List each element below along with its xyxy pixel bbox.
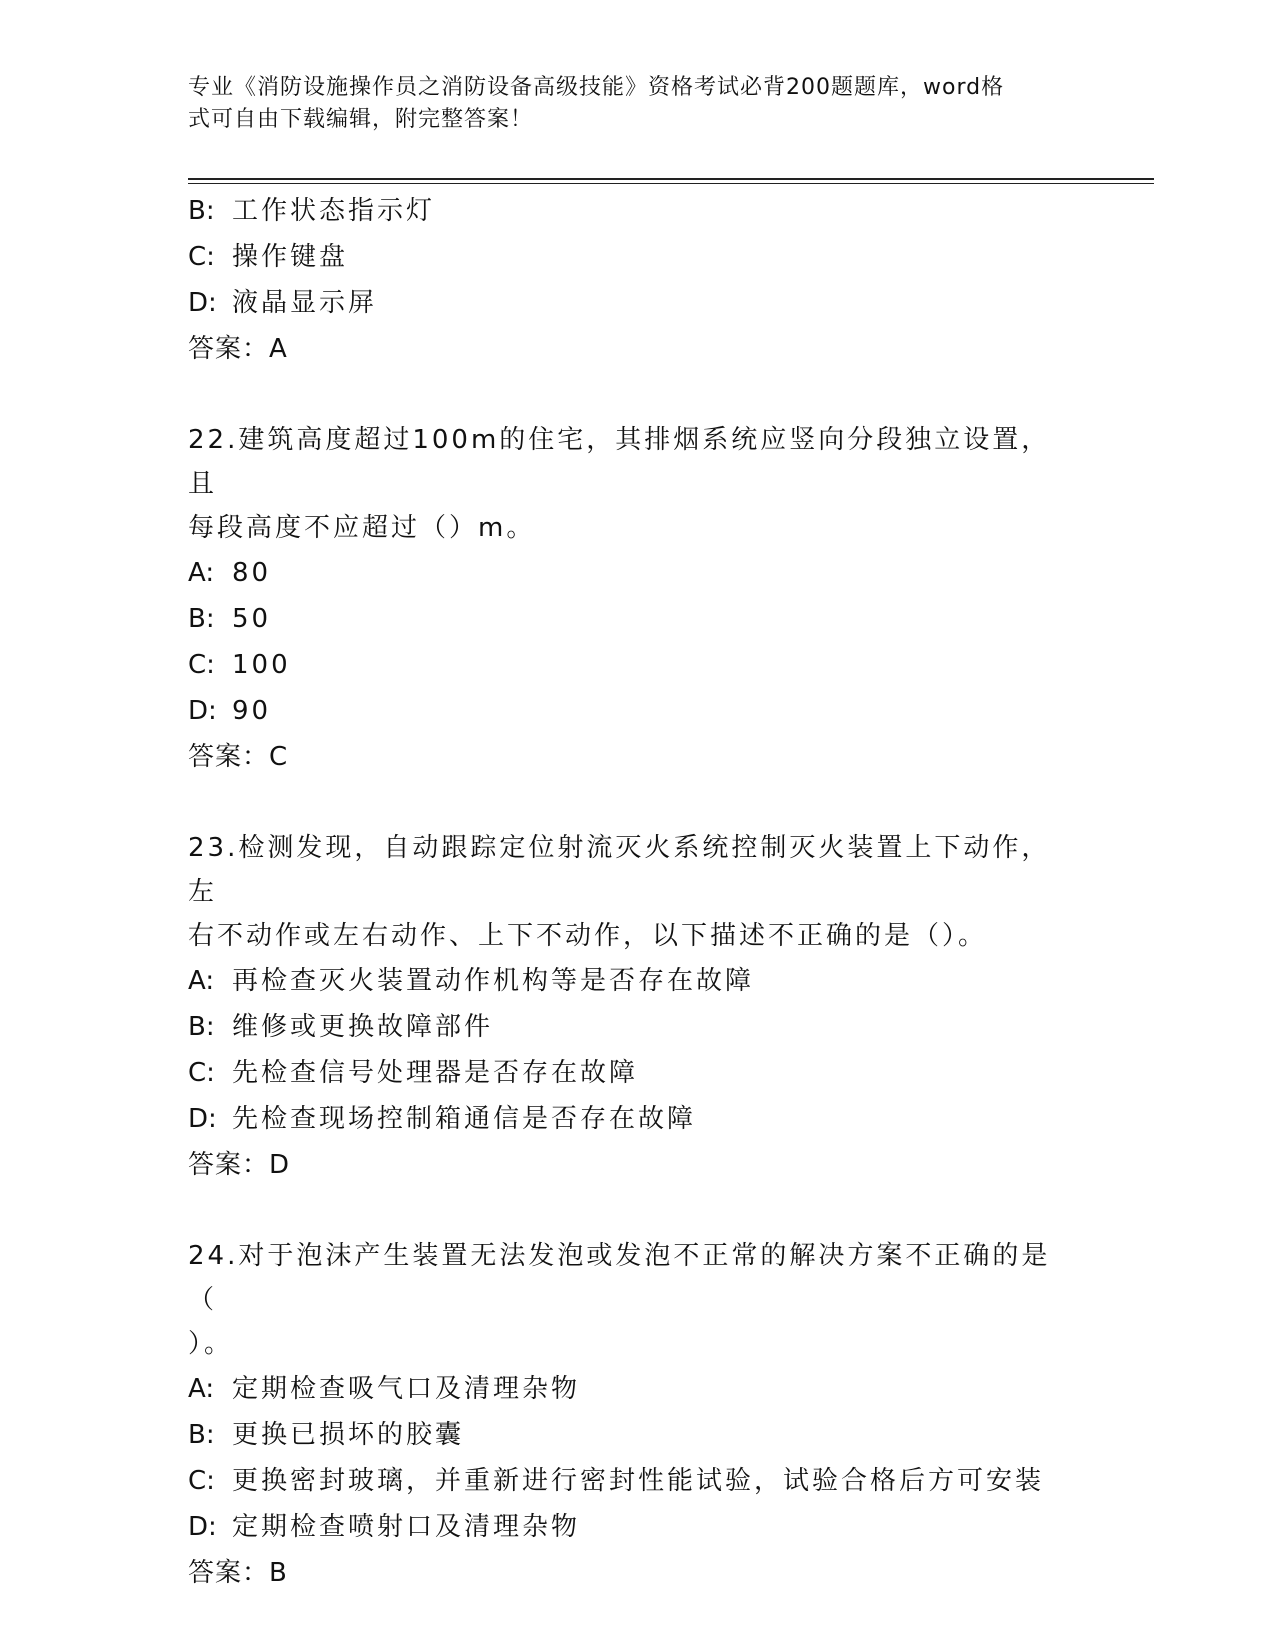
option-text: 80 [232,558,272,588]
question-line-2: 每段高度不应超过（）m。 [188,513,536,543]
question-list [188,188,1088,1596]
answer: 答案：D [188,1150,291,1180]
option-key: A: [188,966,215,996]
option-key: C: [188,1466,215,1496]
option-a [188,1366,1088,1412]
option-text: 液晶显示屏 [232,288,378,318]
question-line-1: 22.建筑高度超过100m的住宅，其排烟系统应竖向分段独立设置，且 [188,425,1051,499]
option-key: C: [188,650,215,680]
question-line-2: ）。 [188,1329,234,1359]
option-d [188,688,1088,734]
option-c [188,1458,1088,1504]
option-key: D: [188,1512,217,1542]
option-text: 90 [232,696,272,726]
question-21 [188,188,1088,372]
question-text [188,1234,1068,1366]
option-d [188,1096,1088,1142]
option-b [188,188,1088,234]
question-line-1: 23.检测发现，自动跟踪定位射流灭火系统控制灭火装置上下动作，左 [188,833,1051,907]
option-key: A: [188,1374,215,1404]
question-line-2: 右不动作或左右动作、上下不动作，以下描述不正确的是（）。 [188,921,988,951]
option-text: 先检查信号处理器是否存在故障 [232,1058,639,1088]
question-24 [188,1234,1088,1596]
option-d [188,1504,1088,1550]
option-c [188,642,1088,688]
option-key: C: [188,1058,215,1088]
option-text: 定期检查喷射口及清理杂物 [232,1512,581,1542]
header-divider-thin [188,183,1154,184]
header-line-1: 专业《消防设施操作员之消防设备高级技能》资格考试必背200题题库，word格 [188,75,1005,100]
answer: 答案：A [188,334,288,364]
option-text: 更换密封玻璃，并重新进行密封性能试验，试验合格后方可安装 [232,1466,1045,1496]
option-key: B: [188,1012,215,1042]
option-key: A: [188,558,215,588]
option-key: D: [188,1104,217,1134]
option-key: C: [188,242,215,272]
question-line-1: 24.对于泡沫产生装置无法发泡或发泡不正常的解决方案不正确的是（ [188,1241,1051,1315]
question-23 [188,826,1088,1188]
option-key: B: [188,1420,215,1450]
option-text: 100 [232,650,291,680]
option-key: B: [188,604,215,634]
option-key: B: [188,196,215,226]
header-line-2: 式可自由下载编辑，附完整答案！ [188,107,534,132]
answer: 答案：B [188,1558,288,1588]
option-text: 先检查现场控制箱通信是否存在故障 [232,1104,697,1134]
option-text: 更换已损坏的胶囊 [232,1420,465,1450]
question-22 [188,418,1088,780]
option-key: D: [188,696,217,726]
option-text: 定期检查吸气口及清理杂物 [232,1374,581,1404]
question-text [188,418,1068,550]
option-c [188,234,1088,280]
option-b [188,596,1088,642]
answer: 答案：C [188,742,289,772]
option-b [188,1412,1088,1458]
document-header [188,72,1078,136]
option-a [188,958,1088,1004]
option-text: 操作键盘 [232,242,349,272]
option-d [188,280,1088,326]
question-text [188,826,1068,958]
option-c [188,1050,1088,1096]
option-a [188,550,1088,596]
option-text: 维修或更换故障部件 [232,1012,494,1042]
option-text: 工作状态指示灯 [232,196,436,226]
header-divider-thick [188,178,1154,180]
option-text: 50 [232,604,272,634]
option-b [188,1004,1088,1050]
option-text: 再检查灭火装置动作机构等是否存在故障 [232,966,755,996]
option-key: D: [188,288,217,318]
